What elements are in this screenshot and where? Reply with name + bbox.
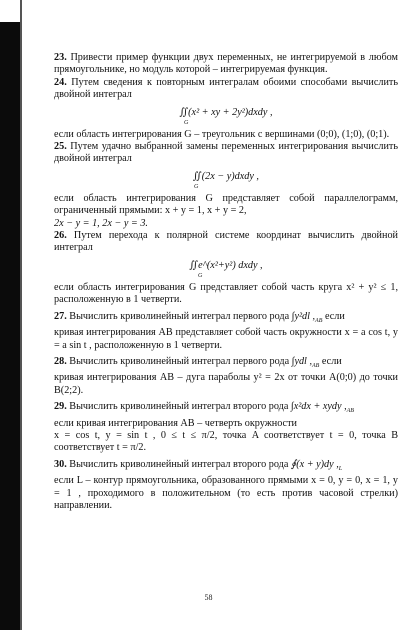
- integration-contour: L: [338, 465, 343, 472]
- problem-24-continuation: если область интегрирования G – треугольник с вершинами (0;0), (1;0), (0;1).: [54, 128, 390, 140]
- problem-text: Путем перехода к полярной системе координат вычислить двойной интеграл: [54, 230, 398, 254]
- problem-text: Вычислить криволинейный интеграл второго рода: [69, 458, 289, 470]
- double-integral-formula: [54, 168, 398, 190]
- problem-number: 27.: [54, 310, 67, 322]
- problem-number: 29.: [54, 401, 67, 413]
- problem-26-continuation: если область интегрирования G представляет собой часть круга x² + y² ≤ 1, расположенную в 1 четверти.: [54, 281, 398, 306]
- problem-29-parametrization: x = cos t, y = sin t , 0 ≤ t ≤ π/2, точка A соответствует t = 0, точка B соответствует t = π/2.: [54, 429, 398, 454]
- problem-number: 24.: [54, 76, 67, 88]
- problem-number: 30.: [54, 458, 67, 470]
- problem-number: 25.: [54, 141, 67, 153]
- problem-text: Привести пример функции двух переменных, не интегрируемой в любом прямоугольнике, но модуль которой – интегрируемая функция.: [54, 52, 398, 76]
- problem-28: [54, 356, 398, 372]
- problem-28-continuation: кривая интегрирования AB – дуга параболы y² = 2x от точки A(0;0) до точки B(2;2).: [54, 372, 398, 396]
- line-integral-formula: ∫y²dl ,: [291, 310, 316, 322]
- binding-shadow: [0, 0, 20, 630]
- problem-29: [54, 401, 398, 417]
- integration-curve: AB: [315, 317, 323, 324]
- problem-number: 26.: [54, 230, 67, 242]
- contour-integral-formula: ∮(x + y)dy ,: [290, 458, 339, 470]
- problem-27: [54, 311, 398, 327]
- page-number: 58: [204, 593, 213, 602]
- problem-text: Путем сведения к повторным интегралам обоими способами вычислить двойной интеграл: [54, 76, 399, 101]
- spine-line: [20, 0, 22, 630]
- problem-text: если: [321, 355, 342, 367]
- problem-text: если: [324, 310, 345, 322]
- line-integral-formula: ∫ydl ,: [291, 355, 312, 367]
- problem-number: 28.: [54, 355, 67, 367]
- formula-text: ∬e^(x²+y²) dxdy ,: [189, 259, 263, 271]
- problem-text: Вычислить криволинейный интеграл второго рода: [69, 401, 289, 413]
- integration-curve: AB: [312, 362, 320, 369]
- integration-region: G: [184, 119, 189, 126]
- integration-region: G: [198, 272, 203, 279]
- line-integral-formula: ∫x²dx + xydy ,: [290, 401, 347, 413]
- double-integral-formula: [54, 104, 398, 126]
- integration-curve: AB: [346, 408, 354, 415]
- page-content: [54, 52, 398, 512]
- problem-23: [54, 52, 398, 77]
- problem-text: Путем удачно выбранной замены переменных интегрирования вычислить двойной интеграл: [54, 141, 398, 165]
- problem-27-continuation: кривая интегрирования AB представляет собой часть окружности x = a cos t, y = a sin t , расположенную в 1 четверти.: [54, 327, 398, 351]
- problem-26: [54, 230, 398, 255]
- integration-region: G: [194, 183, 199, 190]
- formula-text: ∬(2x − y)dxdy ,: [193, 170, 259, 182]
- problem-text: Вычислить криволинейный интеграл первого рода: [69, 310, 290, 322]
- problem-30-continuation: если L – контур прямоугольника, образованного прямыми x = 0, y = 0, x = 1, y = 1 , проходимого в положительном (то есть против часовой стрелки) направлении.: [54, 475, 398, 511]
- problem-25-lines: 2x − y = 1, 2x − y = 3.: [54, 217, 148, 229]
- binding-notch: [0, 0, 20, 22]
- formula-text: ∬(x² + xy + 2y²)dxdy ,: [179, 106, 273, 118]
- problem-text: Вычислить криволинейный интеграл первого рода: [69, 355, 290, 367]
- problem-29-continuation: если кривая интегрирования AB – четверть окружности: [54, 417, 297, 429]
- problem-30: [54, 459, 398, 475]
- problem-number: 23.: [54, 52, 67, 63]
- double-integral-formula: [54, 257, 398, 279]
- problem-25-continuation: если область интегрирования G представляет собой параллелограмм, ограниченный прямыми: x + y = 1, x + y = 2,: [54, 192, 398, 217]
- problem-25: [54, 141, 398, 166]
- problem-24: [54, 77, 398, 102]
